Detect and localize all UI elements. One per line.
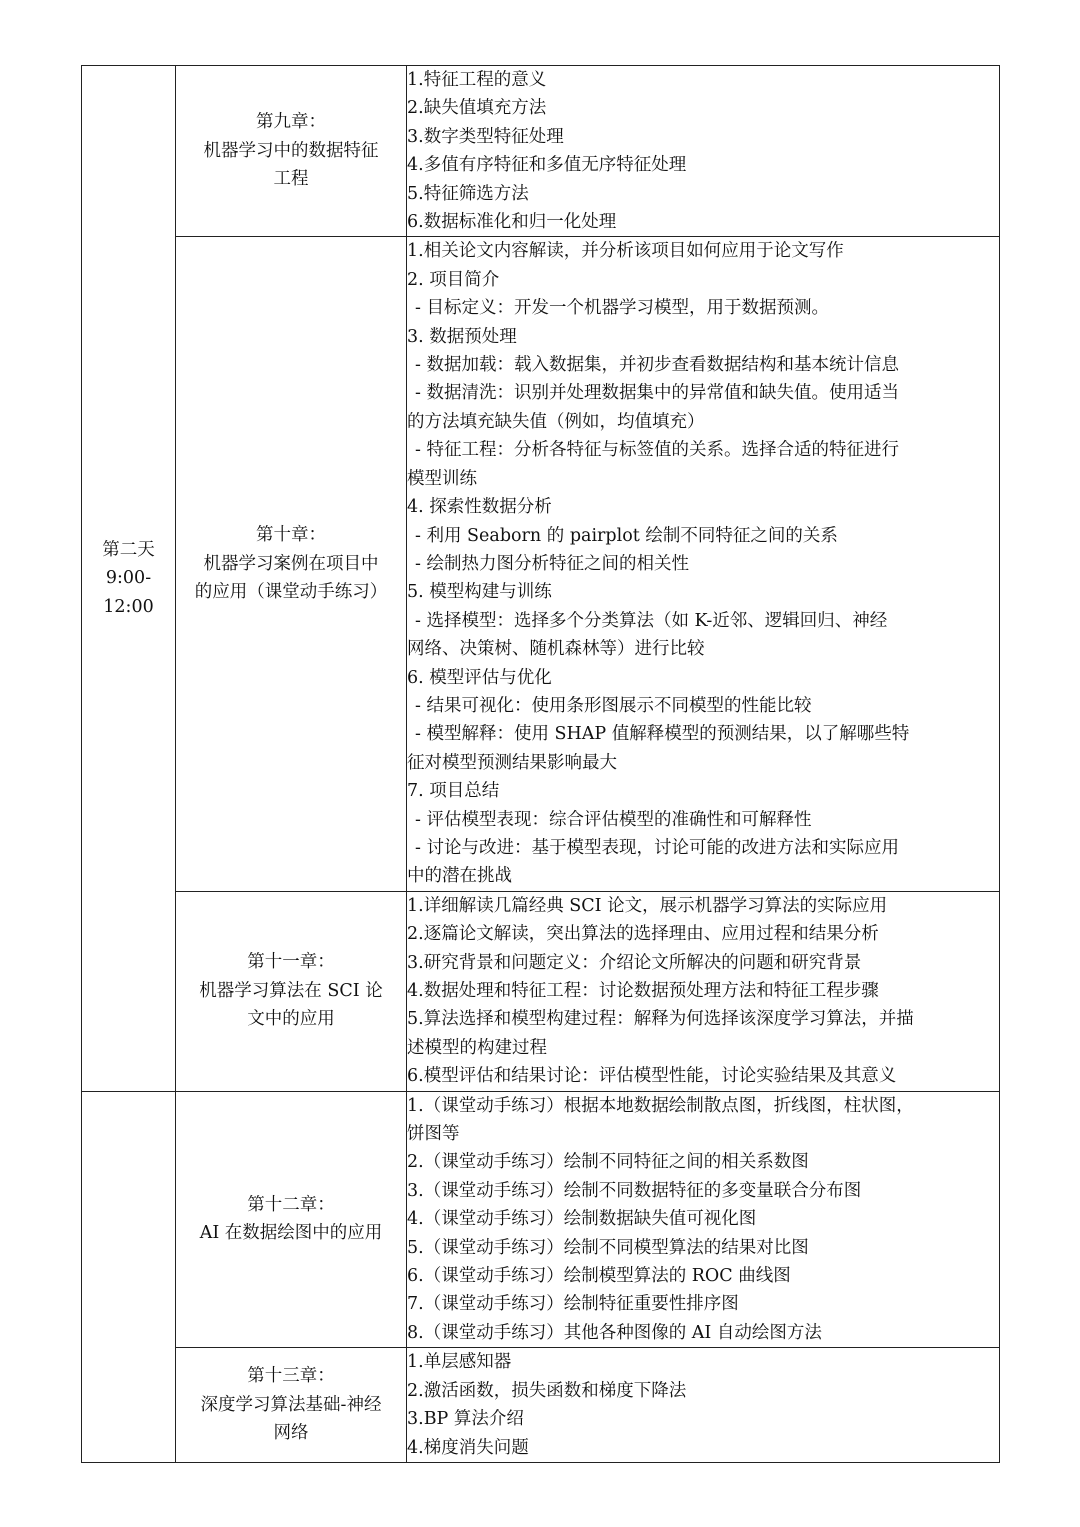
- content-line: 3.（课堂动手练习）绘制不同数据特征的多变量联合分布图: [407, 1180, 862, 1201]
- content-line: 6. 模型评估与优化: [407, 667, 552, 688]
- time-start: 9:00-: [105, 568, 152, 589]
- content-cell: [407, 237, 1000, 891]
- content-line: 征对模型预测结果影响最大: [407, 752, 617, 773]
- content-line: 3.数字类型特征处理: [407, 126, 564, 147]
- content-line: - 选择模型：选择多个分类算法（如 K-近邻、逻辑回归、神经: [415, 610, 888, 631]
- content-line: 1.相关论文内容解读，并分析该项目如何应用于论文写作: [407, 241, 844, 262]
- content-line: 的方法填充缺失值（例如，均值填充）: [407, 411, 705, 432]
- chapter-title: 文中的应用: [247, 1009, 335, 1030]
- content-line: - 结果可视化：使用条形图展示不同模型的性能比较: [415, 695, 812, 716]
- chapter-title: 的应用（课堂动手练习）: [194, 582, 388, 603]
- content-line: 1.（课堂动手练习）根据本地数据绘制散点图，折线图，柱状图，: [407, 1095, 914, 1116]
- content-line: - 利用 Seaborn 的 pairplot 绘制不同特征之间的关系: [415, 525, 838, 546]
- chapter-title: 机器学习案例在项目中: [203, 553, 379, 574]
- content-line: 模型训练: [407, 468, 477, 489]
- chapter-number: 第十章：: [256, 525, 326, 546]
- content-line: - 数据加载：载入数据集，并初步查看数据结构和基本统计信息: [415, 355, 899, 376]
- content-line: 2.缺失值填充方法: [407, 98, 547, 119]
- content-line: 5.（课堂动手练习）绘制不同模型算法的结果对比图: [407, 1237, 809, 1258]
- content-line: 4. 探索性数据分析: [407, 497, 552, 518]
- chapter-title: 深度学习算法基础-神经: [200, 1394, 382, 1415]
- schedule-table: [81, 65, 1000, 1463]
- content-line: - 目标定义：开发一个机器学习模型，用于数据预测。: [415, 298, 829, 319]
- content-line: 4.梯度消失问题: [407, 1437, 529, 1458]
- day-cell-empty: [82, 1091, 176, 1462]
- table-row: [82, 66, 1000, 237]
- content-line: 6.模型评估和结果讨论：评估模型性能，讨论实验结果及其意义: [407, 1066, 897, 1087]
- content-line: 6.（课堂动手练习）绘制模型算法的 ROC 曲线图: [407, 1266, 791, 1287]
- time-end: 12:00: [103, 596, 154, 617]
- content-line: 3.研究背景和问题定义：介绍论文所解决的问题和研究背景: [407, 952, 862, 973]
- day-cell: [82, 66, 176, 1092]
- content-line: 1.详细解读几篇经典 SCI 论文，展示机器学习算法的实际应用: [407, 895, 888, 916]
- content-line: 2. 项目简介: [407, 269, 500, 290]
- content-line: 4.（课堂动手练习）绘制数据缺失值可视化图: [407, 1209, 757, 1230]
- content-line: 5.特征筛选方法: [407, 183, 529, 204]
- chapter-cell: [176, 237, 407, 891]
- content-line: 2.逐篇论文解读，突出算法的选择理由、应用过程和结果分析: [407, 924, 879, 945]
- content-line: - 评估模型表现：综合评估模型的准确性和可解释性: [415, 809, 812, 830]
- day-label: 第二天: [102, 539, 155, 560]
- content-line: 4.数据处理和特征工程：讨论数据预处理方法和特征工程步骤: [407, 981, 879, 1001]
- content-cell: [407, 66, 1000, 237]
- content-line: 1.单层感知器: [407, 1352, 512, 1373]
- content-line: 8.（课堂动手练习）其他各种图像的 AI 自动绘图方法: [407, 1322, 822, 1343]
- chapter-number: 第十三章：: [247, 1366, 335, 1387]
- chapter-title: 机器学习中的数据特征: [203, 140, 379, 161]
- chapter-cell: [176, 1091, 407, 1348]
- content-line: - 讨论与改进：基于模型表现，讨论可能的改进方法和实际应用: [415, 837, 899, 858]
- content-line: 中的潜在挑战: [407, 866, 512, 887]
- chapter-cell: [176, 66, 407, 237]
- table-row: [82, 1348, 1000, 1463]
- chapter-cell: [176, 891, 407, 1091]
- chapter-cell: [176, 1348, 407, 1463]
- content-line: 6.数据标准化和归一化处理: [407, 212, 617, 233]
- chapter-title: 机器学习算法在 SCI 论: [199, 980, 383, 1001]
- content-line: 4.多值有序特征和多值无序特征处理: [407, 155, 687, 176]
- table-row: [82, 891, 1000, 1091]
- content-line: 2.激活函数，损失函数和梯度下降法: [407, 1380, 687, 1401]
- table-row: [82, 237, 1000, 891]
- content-line: 7.（课堂动手练习）绘制特征重要性排序图: [407, 1294, 739, 1315]
- chapter-number: 第十二章：: [247, 1194, 335, 1215]
- content-line: - 绘制热力图分析特征之间的相关性: [415, 553, 689, 574]
- chapter-number: 第十一章：: [247, 952, 335, 973]
- chapter-title: 网络: [273, 1423, 309, 1444]
- content-cell: [407, 891, 1000, 1091]
- chapter-title: AI 在数据绘图中的应用: [199, 1223, 383, 1244]
- content-line: 2.（课堂动手练习）绘制不同特征之间的相关系数图: [407, 1152, 809, 1173]
- content-line: 5.算法选择和模型构建过程：解释为何选择该深度学习算法，并描: [407, 1009, 914, 1030]
- content-line: 5. 模型构建与训练: [407, 582, 552, 603]
- content-line: 7. 项目总结: [407, 781, 500, 802]
- content-line: 3.BP 算法介绍: [407, 1409, 524, 1430]
- content-line: - 模型解释：使用 SHAP 值解释模型的预测结果，以了解哪些特: [415, 724, 910, 745]
- content-line: 3. 数据预处理: [407, 326, 517, 347]
- content-cell: [407, 1091, 1000, 1348]
- content-line: 饼图等: [407, 1124, 460, 1145]
- content-line: 网络、决策树、随机森林等）进行比较: [407, 639, 705, 660]
- content-line: - 数据清洗：识别并处理数据集中的异常值和缺失值。使用适当: [415, 383, 899, 404]
- table-row: [82, 1091, 1000, 1348]
- content-line: - 特征工程：分析各特征与标签值的关系。选择合适的特征进行: [415, 440, 899, 461]
- content-line: 1.特征工程的意义: [407, 70, 547, 90]
- chapter-title: 工程: [273, 169, 309, 190]
- content-line: 述模型的构建过程: [407, 1037, 547, 1058]
- chapter-number: 第九章：: [256, 112, 326, 133]
- content-cell: [407, 1348, 1000, 1463]
